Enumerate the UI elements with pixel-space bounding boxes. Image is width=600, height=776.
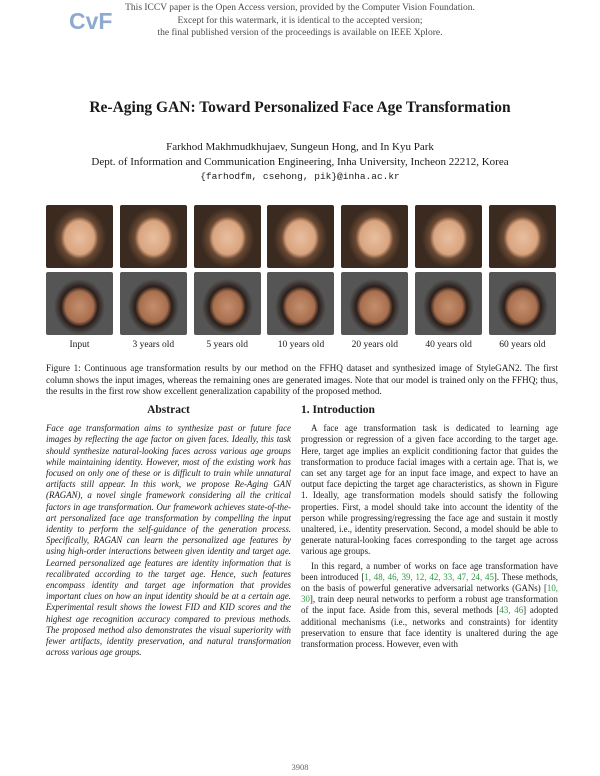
intro-text: In this regard, a number of works on face age transformation have been introduced [ [301,560,558,582]
age-label: 20 years old [351,340,399,350]
intro-paragraph-1: A face age transformation task is dedicated to learning age progression or regression of a given face according to the target age. Here, target age implies an explicit conditioning factor that guides the transformation to produce facial images with a certain age. That is, we can set any target age for an input face image, and expect to have an output face depicting the target age characteristics, as shown in Figure 1. Ideally, age transformation models should satisfy the following properties. First, a model should take into account the identity of the person while progressing/regressing the face age and sustain it mostly unaltered, i.e., identity preservation. Second, a model should be able to generate natural-looking faces corresponding to the target age across various age groups. [301,423,558,557]
face-image [194,205,261,268]
face-image [489,272,556,335]
introduction-body [301,423,558,650]
introduction-heading: 1. Introduction [301,404,375,416]
age-label: 10 years old [277,340,325,350]
abstract-section [46,405,291,658]
age-label: Input [69,340,90,350]
citation-link[interactable]: 1, 48, 46, 39, 12, 42, 33, 47, 24, 45 [364,571,494,582]
face-image [415,205,482,268]
cvf-logo [68,3,112,37]
abstract-heading: Abstract [147,404,190,416]
intro-text: ]. These methods, on the basis of powerful generative adversarial networks (GANs) [ [301,571,559,594]
face-row-child [46,205,556,268]
author-names: Farkhod Makhmudkhujaev, Sungeun Hong, and In Kyu Park [166,141,434,153]
age-label: 5 years old [206,340,248,350]
watermark-line-2: Except for this watermark, it is identical to the accepted version; [177,15,423,26]
introduction-section [301,405,558,653]
author-block [0,140,600,170]
age-labels [46,340,556,350]
figure-1 [46,205,556,350]
face-image [341,205,408,268]
page-number: 3908 [291,762,309,772]
age-label: 60 years old [499,340,546,350]
cvf-logo-text: CvF [69,8,112,34]
intro-text: ] adopted additional mechanisms (i.e., networks and constraints) for identity preservation to ensure that face identity is unaltered during the age transformation process. However, even with [301,605,559,650]
age-label: 3 years old [132,340,175,350]
face-image [46,272,113,335]
watermark-line-1: This ICCV paper is the Open Access version, provided by the Computer Vision Foundation. [125,3,475,13]
citation-link[interactable]: 43, 46 [499,605,524,616]
affiliation: Dept. of Information and Communication Engineering, Inha University, Incheon 22212, Korea [91,156,509,168]
face-image [46,205,113,268]
author-emails: {farhodfm, csehong, pik}@inha.ac.kr [200,171,400,182]
intro-paragraph-2 [301,561,558,651]
intro-text: ], train deep neural networks to perform a robust age transformation of the input face. Aside from this, several methods [ [301,594,558,616]
face-image [120,272,187,335]
age-label: 40 years old [425,340,472,350]
face-image [267,205,334,268]
face-row-woman [46,272,556,335]
face-image [489,205,556,268]
paper-title: Re-Aging GAN: Toward Personalized Face Age Transformation [89,99,511,116]
citation-link[interactable]: 10, 30 [301,583,558,605]
figure-caption: Figure 1: Continuous age transformation results by our method on the FFHQ dataset and synthesized image of StyleGAN2. The first column shows the input images, whereas the remaining ones are generated images. Note that our model is trained only on the FFHQ; thus, the results in the first row show excellent generalization capability of the proposed method. [46,363,558,396]
face-image [341,272,408,335]
face-image [415,272,482,335]
watermark-line-3: the final published version of the proceedings is available on IEEE Xplore. [157,28,443,38]
face-image [267,272,334,335]
face-image [194,272,261,335]
face-image [120,205,187,268]
abstract-body: Face age transformation aims to synthesize past or future face images by reflecting the age factor on given faces. Ideally, this task should synthesize natural-looking faces across various age groups while maintaining identity. However, most of the existing work has focused on only one of these or is difficult to train while unnatural artifacts still appear. In this work, we propose Re-Aging GAN (RAGAN), a novel single framework considering all the critical factors in age transformation. Our framework achieves state-of-the-art personalized face age transformation by compelling the input identity to perform the self-guidance of the generation process. Specifically, RAGAN can learn the personalized age features by using high-order interactions between given identity and target age. Learned personalized age features are identity information that is recalibrated according to the target age. Hence, such features encompass identity and target age information that provides important clues on how an input identity should be at a certain age. Experimental result shows the lowest FID and KID scores and the highest age recognition accuracy compared to previous methods. The proposed method also demonstrates the visual superiority with fewer artifacts, identity preservation, and natural transformation across various age groups. [46,423,291,658]
